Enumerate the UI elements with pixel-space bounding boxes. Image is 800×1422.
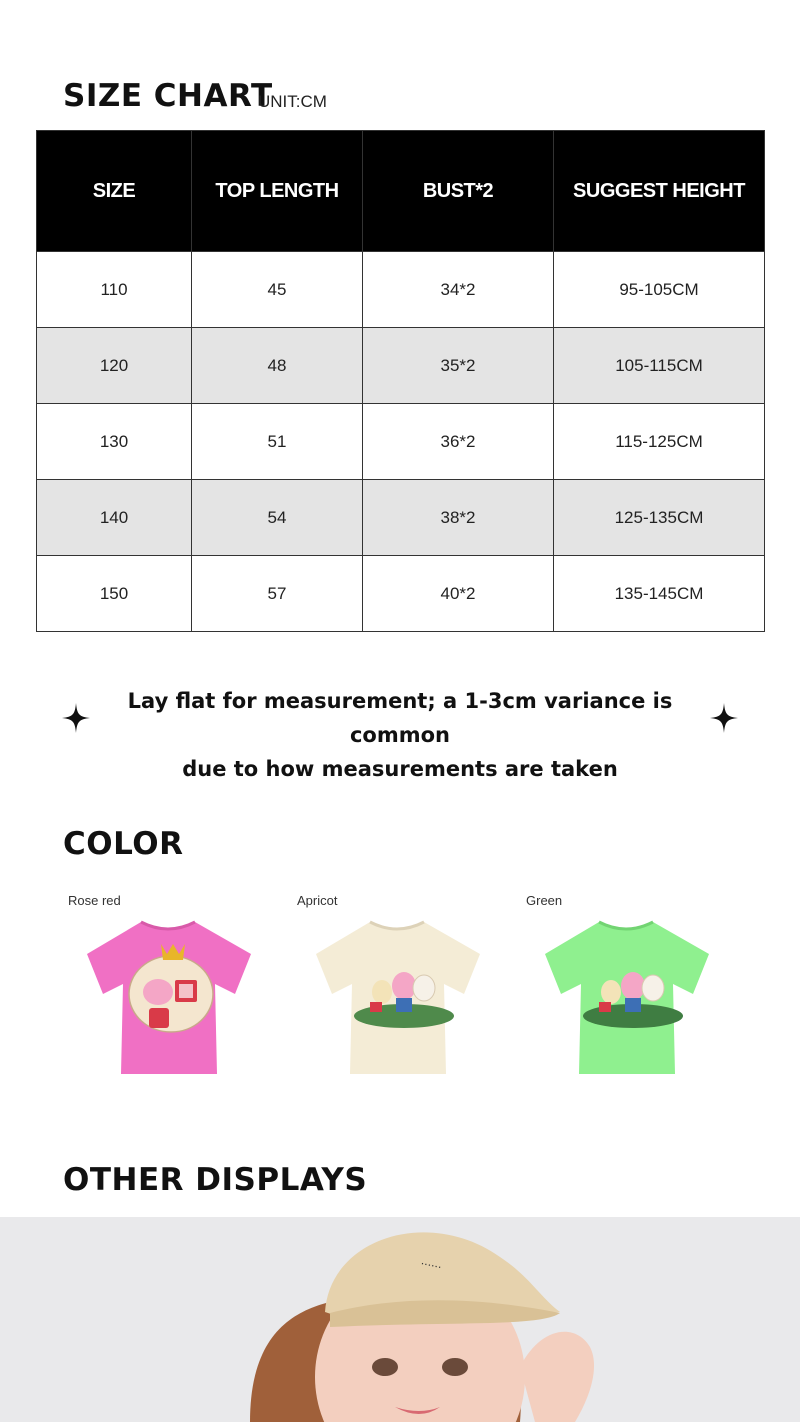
size-cell: 130 — [37, 404, 192, 480]
measurement-note — [90, 684, 710, 786]
sparkle-icon — [62, 703, 90, 733]
top-length-cell: 57 — [192, 556, 363, 632]
bust-cell: 35*2 — [363, 328, 554, 404]
size-cell: 120 — [37, 328, 192, 404]
table-row — [37, 480, 765, 556]
color-option-apricot[interactable] — [292, 890, 512, 1090]
bust-cell: 38*2 — [363, 480, 554, 556]
height-cell: 95-105CM — [554, 252, 765, 328]
size-cell: 150 — [37, 556, 192, 632]
size-chart-title: SIZE CHART — [63, 78, 273, 114]
size-cell: 140 — [37, 480, 192, 556]
color-label: Rose red — [68, 893, 121, 908]
table-row — [37, 404, 765, 480]
height-cell: 115-125CM — [554, 404, 765, 480]
svg-text:······: ······ — [419, 1257, 443, 1275]
size-cell: 110 — [37, 252, 192, 328]
tshirt-rose-red-image — [83, 914, 253, 1079]
top-length-cell: 48 — [192, 328, 363, 404]
model-photo — [0, 1217, 800, 1422]
bust-cell: 40*2 — [363, 556, 554, 632]
bust-cell: 34*2 — [363, 252, 554, 328]
column-header-suggest-height: SUGGEST HEIGHT — [554, 131, 765, 252]
girl-in-cap-image — [0, 1217, 800, 1422]
tshirt-green-image — [541, 914, 711, 1079]
color-option-green[interactable] — [521, 890, 741, 1090]
height-cell: 135-145CM — [554, 556, 765, 632]
tshirt-apricot-image — [312, 914, 482, 1079]
table-header-row — [37, 131, 765, 252]
color-section-title: COLOR — [63, 826, 184, 862]
top-length-cell: 45 — [192, 252, 363, 328]
note-line-1: Lay flat for measurement; a 1-3cm variance is common — [127, 689, 673, 747]
note-line-2: due to how measurements are taken — [182, 757, 618, 781]
table-row — [37, 328, 765, 404]
height-cell: 125-135CM — [554, 480, 765, 556]
color-label: Green — [526, 893, 563, 908]
other-displays-title: OTHER DISPLAYS — [63, 1162, 368, 1198]
sparkle-icon — [710, 703, 738, 733]
column-header-bust: BUST*2 — [363, 131, 554, 252]
table-row — [37, 252, 765, 328]
bust-cell: 36*2 — [363, 404, 554, 480]
top-length-cell: 54 — [192, 480, 363, 556]
color-option-rose-red[interactable] — [63, 890, 283, 1090]
table-row — [37, 556, 765, 632]
top-length-cell: 51 — [192, 404, 363, 480]
column-header-top-length: TOP LENGTH — [192, 131, 363, 252]
size-table — [36, 130, 765, 632]
size-chart-unit: UNIT:CM — [258, 92, 327, 111]
color-label: Apricot — [297, 893, 338, 908]
column-header-size: SIZE — [37, 131, 192, 252]
height-cell: 105-115CM — [554, 328, 765, 404]
